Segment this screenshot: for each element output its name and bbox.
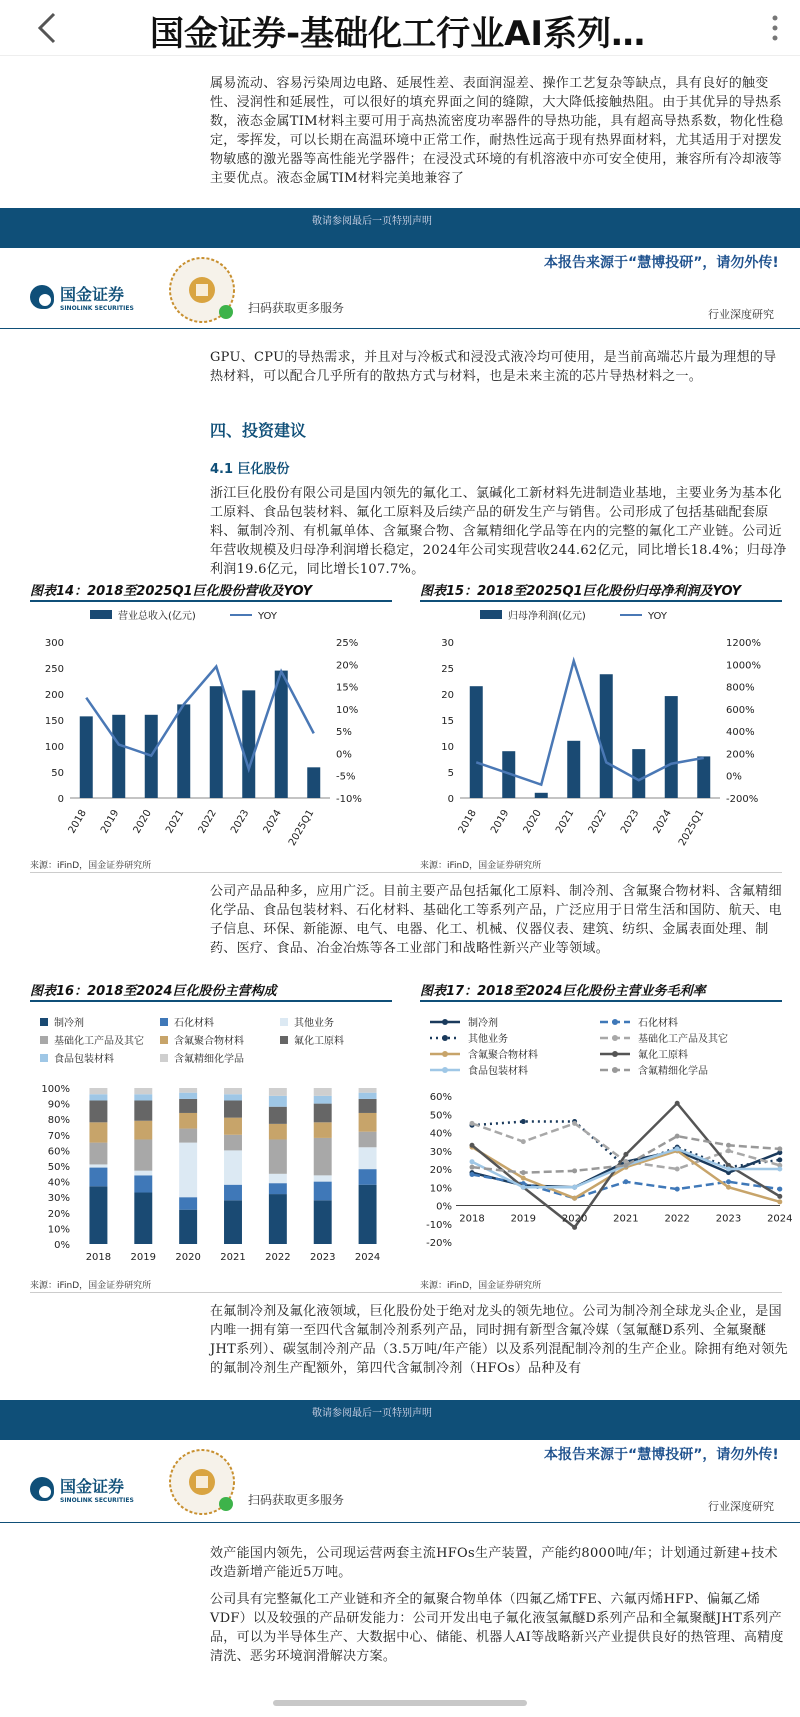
x-tick-2021: 2021 — [613, 1213, 639, 1225]
stack-2023-7 — [314, 1088, 332, 1096]
x-tick-2018: 2018 — [85, 1252, 112, 1263]
legend-dot-5 — [612, 1051, 618, 1057]
bar-2023 — [242, 690, 255, 798]
y-tick: 40% — [47, 1177, 70, 1189]
stack-2020-3 — [179, 1129, 197, 1143]
company-paragraph: 浙江巨化股份有限公司是国内领先的氟化工、氯碱化工新材料先进制造业基地，主要业务为基本化工原料、食品包装材料、氟化工原料及后续产品的研发生产与销售。公司形成了包括基础配套原料、氟制冷剂、有机氟单体、含氟聚合物、含氟精细化学品等在内的完整的氟化工产业链。公司近年营收规模及归母净利润增长稳定，2024年公司实现营收244.62亿元，同比增长18.4%；归母净利润19.6亿元，同比增长107.7%。 — [210, 486, 787, 577]
series-point-3-4 — [675, 1167, 680, 1172]
series-point-6-4 — [675, 1146, 680, 1151]
stack-2021-2 — [224, 1150, 242, 1184]
fig17-rule — [420, 1000, 782, 1002]
source-text: 本报告来源于“慧博投研”，请勿外传! — [544, 255, 779, 271]
page2-top-band — [0, 240, 800, 248]
x-tick-2023: 2023 — [229, 808, 252, 836]
page3-top-band — [0, 1432, 800, 1440]
x-tick-2024: 2024 — [261, 808, 284, 836]
legend-swatch-1 — [160, 1018, 168, 1026]
series-point-3-0 — [470, 1121, 475, 1126]
stack-2022-2 — [269, 1174, 287, 1183]
page3-para1: 效产能国内领先，公司现运营两套主流HFOs生产装置，产能约8000吨/年；计划通过新建+技术改造新增产能近5万吨。 — [210, 1546, 778, 1580]
stack-2019-1 — [134, 1175, 152, 1192]
y-tick: 0% — [54, 1240, 70, 1251]
x-tick-2022: 2022 — [664, 1213, 690, 1225]
y-left-tick: 30 — [441, 638, 454, 649]
series-point-7-1 — [521, 1170, 526, 1175]
series-point-6-5 — [726, 1167, 731, 1172]
chart-fig14 — [30, 606, 400, 846]
stack-2024-4 — [359, 1113, 377, 1132]
legend-dot-2 — [442, 1035, 448, 1041]
bar-2022 — [210, 686, 223, 798]
series-point-7-2 — [572, 1168, 577, 1173]
logo-mark-icon — [30, 285, 54, 309]
stack-2023-1 — [314, 1182, 332, 1201]
stack-2023-2 — [314, 1175, 332, 1181]
stack-2022-0 — [269, 1194, 287, 1244]
fig15-source: 来源：iFinD，国金证券研究所 — [420, 861, 542, 871]
header-rule — [0, 328, 800, 329]
series-point-3-5 — [726, 1148, 731, 1153]
legend-label-line: YOY — [258, 611, 277, 622]
y-tick: 20% — [47, 1208, 70, 1220]
bar-2018 — [80, 716, 93, 798]
stack-2021-1 — [224, 1185, 242, 1201]
y-right-tick: 400% — [726, 727, 755, 739]
stack-2024-3 — [359, 1132, 377, 1148]
stack-2018-1 — [89, 1168, 107, 1187]
stack-2022-6 — [269, 1096, 287, 1107]
series-point-7-3 — [623, 1163, 628, 1168]
x-tick-2023: 2023 — [619, 808, 642, 836]
y-right-tick: 10% — [336, 704, 359, 716]
y-left-tick: 250 — [44, 664, 64, 675]
series-point-6-2 — [572, 1185, 577, 1190]
bar-2025Q1 — [697, 756, 710, 798]
legend-swatch-2 — [280, 1018, 288, 1026]
x-tick-2023: 2023 — [309, 1252, 336, 1263]
bar-2019 — [112, 715, 125, 798]
y-tick: 50% — [429, 1110, 452, 1122]
fig14-source: 来源：iFinD，国金证券研究所 — [30, 861, 152, 871]
legend-label-3: 基础化工产品及其它 — [54, 1036, 144, 1047]
x-tick-2018: 2018 — [66, 808, 89, 836]
stack-2021-0 — [224, 1200, 242, 1244]
fig17-title: 图表17：2018至2024巨化股份主营业务毛利率 — [420, 984, 706, 999]
stack-2021-6 — [224, 1094, 242, 1100]
page1-paragraph: 属易流动、容易污染周边电路、延展性差、表面润湿差、操作工艺复杂等缺点，具有良好的触变性、浸润性和延展性，可以很好的填充界面之间的缝隙，大大降低接触热阻。由于其优异的导热系数，液态金属TIM材料主要可用于高热流密度功率器件的导热功能，具有超高导热系数，物化性稳定，零挥发，可以长期在高温环境中正常工作，耐热性远高于现有热界面材料，尤其适用于对摆发物敏感的激光器等高性能光学器件；在浸没式环境的有机溶液中亦可安全使用，兼容所有冷却液等主要优点。液态金属TIM材料完美地兼容了 — [210, 76, 784, 186]
legend-swatch-bar — [90, 610, 112, 619]
y-right-tick: 800% — [726, 682, 755, 694]
y-tick: 70% — [47, 1130, 70, 1142]
legend-dot-4 — [442, 1051, 448, 1057]
legend-dot-3 — [612, 1035, 618, 1041]
y-tick: 40% — [429, 1128, 452, 1140]
stack-2018-5 — [89, 1100, 107, 1122]
series-point-5-3 — [623, 1152, 628, 1157]
scan-text: 扫码获取更多服务 — [248, 301, 345, 315]
intro-paragraph: GPU、CPU的导热需求，并且对与冷板式和浸没式液冷均可使用，是当前高端芯片最为理想的导热材料，可以配合几乎所有的散热方式与材料，也是未来主流的芯片导热材料之一。 — [210, 350, 777, 384]
x-tick-2021: 2021 — [554, 808, 577, 836]
y-left-tick: 5 — [447, 768, 454, 779]
series-point-7-0 — [470, 1165, 475, 1170]
y-left-tick: 100 — [44, 742, 64, 753]
legend-dot-1 — [612, 1019, 618, 1025]
logo-cn-text: 国金证券 — [60, 1477, 125, 1496]
legend-swatch-7 — [160, 1054, 168, 1062]
y-tick: 10% — [429, 1183, 452, 1195]
y-tick: 10% — [47, 1224, 70, 1236]
y-right-tick: 25% — [336, 638, 359, 649]
legend-label-3: 基础化工产品及其它 — [638, 1034, 728, 1045]
stack-2019-7 — [134, 1088, 152, 1094]
y-left-tick: 10 — [441, 742, 454, 753]
stack-2024-2 — [359, 1147, 377, 1169]
y-right-tick: 20% — [336, 660, 359, 672]
logo-cn-text: 国金证券 — [60, 285, 125, 304]
series-point-3-2 — [572, 1121, 577, 1126]
industry-label: 行业深度研究 — [708, 308, 774, 321]
legend-label-0: 制冷剂 — [468, 1018, 498, 1029]
stack-2024-0 — [359, 1185, 377, 1244]
company-logo — [30, 282, 134, 312]
x-tick-2019: 2019 — [99, 808, 122, 836]
x-tick-2020: 2020 — [561, 1213, 588, 1225]
legend-swatch-5 — [280, 1036, 288, 1044]
y-tick: -10% — [426, 1219, 452, 1231]
company-logo-2 — [30, 1474, 134, 1504]
legend-label-line: YOY — [648, 611, 667, 622]
legend-label-6: 食品包装材料 — [54, 1054, 114, 1065]
stack-2018-3 — [89, 1143, 107, 1165]
fig14-title: 图表14：2018至2025Q1巨化股份营收及YOY — [30, 584, 313, 599]
x-tick-2024: 2024 — [354, 1252, 381, 1263]
series-point-1-6 — [777, 1187, 782, 1192]
stack-2023-5 — [314, 1104, 332, 1123]
logo-en-text: SINOLINK SECURITIES — [60, 1497, 134, 1504]
legend-label-1: 石化材料 — [638, 1018, 678, 1029]
y-tick: 0% — [436, 1201, 452, 1213]
stack-2019-0 — [134, 1193, 152, 1244]
stack-2018-4 — [89, 1122, 107, 1142]
document-title: 国金证券-基础化工行业AI系列… — [150, 14, 646, 54]
y-right-tick: 1200% — [726, 638, 761, 649]
app-bar — [0, 0, 800, 56]
stack-2020-2 — [179, 1143, 197, 1198]
x-tick-2022: 2022 — [265, 1252, 291, 1263]
y-tick: 50% — [47, 1162, 70, 1173]
stack-2020-0 — [179, 1210, 197, 1244]
x-tick-2022: 2022 — [586, 808, 609, 836]
y-left-tick: 150 — [44, 716, 64, 727]
logo-en-text: SINOLINK SECURITIES — [60, 305, 134, 312]
stack-2024-7 — [359, 1088, 377, 1093]
industry-label: 行业深度研究 — [708, 1500, 774, 1513]
series-point-3-1 — [521, 1139, 526, 1144]
series-point-2-6 — [777, 1157, 782, 1162]
series-point-2-1 — [521, 1119, 526, 1124]
page1-footer-note: 敬请参阅最后一页特别声明 — [312, 216, 432, 227]
bar-2023 — [632, 749, 645, 798]
y-tick: 60% — [47, 1146, 70, 1158]
bar-2024 — [665, 696, 678, 798]
stack-2020-1 — [179, 1197, 197, 1209]
stack-2019-5 — [134, 1100, 152, 1120]
stack-2019-2 — [134, 1171, 152, 1176]
legend-label-5: 氟化工原料 — [294, 1036, 344, 1047]
legend-dot-6 — [442, 1067, 448, 1073]
x-tick-2019: 2019 — [489, 808, 512, 836]
series-point-1-5 — [726, 1179, 731, 1184]
home-indicator[interactable] — [273, 1700, 527, 1706]
series-point-7-4 — [675, 1134, 680, 1139]
stack-2021-3 — [224, 1135, 242, 1151]
y-tick: 30% — [47, 1193, 70, 1205]
legend-dot-7 — [612, 1067, 618, 1073]
x-tick-2020: 2020 — [131, 808, 154, 836]
stack-2024-1 — [359, 1169, 377, 1185]
scan-text: 扫码获取更多服务 — [248, 1493, 345, 1507]
stack-2021-5 — [224, 1100, 242, 1117]
products-paragraph: 公司产品品种多，应用广泛。目前主要产品包括氟化工原料、制冷剂、含氟聚合物材料、含氟精细化学品、食品包装材料、石化材料、基础化工等系列产品，广泛应用于日常生活和国防、航天、电子信息、环保、新能源、电气、电器、化工、机械、仪器仪表、建筑、纺织、金属表面处理、制药、医疗、食品、冶金冶炼等各工业部门和战略性新兴产业等领域。 — [210, 884, 782, 956]
stack-2022-3 — [269, 1139, 287, 1173]
source-rule — [30, 872, 782, 873]
series-point-1-4 — [675, 1187, 680, 1192]
x-tick-2021: 2021 — [164, 808, 187, 836]
stack-2019-6 — [134, 1094, 152, 1100]
legend-label-7: 含氟精细化学品 — [638, 1066, 708, 1077]
stack-2023-3 — [314, 1138, 332, 1175]
y-right-tick: 600% — [726, 704, 755, 716]
fig16-title: 图表16：2018至2024巨化股份主营构成 — [30, 984, 277, 999]
y-tick: 60% — [429, 1092, 452, 1103]
series-point-4-5 — [726, 1185, 731, 1190]
x-tick-2019: 2019 — [510, 1213, 537, 1225]
y-right-tick: -5% — [336, 771, 356, 783]
stack-2022-5 — [269, 1107, 287, 1124]
fig14-rule — [30, 600, 392, 602]
y-right-tick: 15% — [336, 682, 359, 694]
stack-2024-5 — [359, 1099, 377, 1113]
legend-label-bar: 归母净利润(亿元) — [508, 611, 586, 622]
stack-2018-6 — [89, 1094, 107, 1100]
series-point-7-5 — [726, 1143, 731, 1148]
legend-label-4: 含氟聚合物材料 — [468, 1050, 538, 1061]
legend-swatch-6 — [40, 1054, 48, 1062]
stack-2022-4 — [269, 1124, 287, 1140]
fig15-title: 图表15：2018至2025Q1巨化股份归母净利润及YOY — [420, 584, 742, 599]
legend-label-7: 含氟精细化学品 — [174, 1054, 244, 1065]
stack-2018-7 — [89, 1088, 107, 1094]
legend-label-1: 石化材料 — [174, 1018, 214, 1029]
legend-label-4: 含氟聚合物材料 — [174, 1036, 244, 1047]
legend-label-2: 其他业务 — [294, 1018, 334, 1029]
x-tick-2025Q1: 2025Q1 — [676, 808, 707, 848]
y-tick: 100% — [41, 1084, 70, 1095]
x-tick-2025Q1: 2025Q1 — [286, 808, 317, 848]
page2-footer-note: 敬请参阅最后一页特别声明 — [312, 1408, 432, 1419]
source-rule-2 — [30, 1292, 782, 1293]
y-tick: 30% — [429, 1146, 452, 1158]
bar-2020 — [535, 793, 548, 798]
x-tick-2023: 2023 — [715, 1213, 742, 1225]
stack-2023-0 — [314, 1200, 332, 1244]
y-right-tick: 0% — [336, 749, 352, 761]
stack-2022-1 — [269, 1183, 287, 1194]
stack-2023-6 — [314, 1096, 332, 1104]
x-tick-2018: 2018 — [459, 1213, 485, 1225]
header-rule-2 — [0, 1522, 800, 1523]
stack-2021-4 — [224, 1118, 242, 1135]
series-line-1 — [472, 1174, 780, 1198]
series-point-7-6 — [777, 1146, 782, 1151]
bar-2021 — [177, 704, 190, 798]
x-tick-2020: 2020 — [175, 1252, 201, 1263]
stack-2020-5 — [179, 1099, 197, 1113]
bar-2021 — [567, 741, 580, 798]
back-chevron-icon[interactable] — [32, 10, 62, 46]
chart-fig17 — [420, 1006, 793, 1266]
y-tick: 80% — [47, 1115, 70, 1127]
series-point-5-0 — [470, 1143, 475, 1148]
x-tick-2018: 2018 — [456, 808, 479, 836]
more-vertical-icon[interactable] — [768, 10, 782, 46]
legend-dot-0 — [442, 1019, 448, 1025]
y-left-tick: 25 — [441, 664, 454, 675]
legend-swatch-4 — [160, 1036, 168, 1044]
section-title: 四、投资建议 — [210, 421, 307, 440]
x-tick-2020: 2020 — [521, 808, 544, 836]
fig17-source: 来源：iFinD，国金证券研究所 — [420, 1281, 542, 1291]
y-right-tick: 1000% — [726, 660, 761, 672]
series-point-4-6 — [777, 1199, 782, 1204]
bar-2024 — [275, 671, 288, 798]
legend-swatch-3 — [40, 1036, 48, 1044]
x-tick-2022: 2022 — [196, 808, 219, 836]
bar-2025Q1 — [307, 767, 320, 798]
legend-label-bar: 营业总收入(亿元) — [118, 611, 196, 622]
bar-2022 — [600, 674, 613, 798]
y-right-tick: -200% — [726, 794, 759, 805]
series-point-6-6 — [777, 1167, 782, 1172]
stack-2023-4 — [314, 1122, 332, 1138]
series-point-6-0 — [470, 1159, 475, 1164]
page3-para2: 公司具有完整氟化工产业链和齐全的氟聚合物单体（四氟乙烯TFE、六氟丙烯HFP、偏氟乙烯VDF）以及较强的产品研发能力：公司开发出电子氟化液氢氟醚D系列产品和全氟聚醚JHT系列产品，可以为半导体生产、大数据中心、储能、机器人AI等战略新兴产业提供良好的热管理、高精度清洗、恶劣环境润滑解决方案。 — [210, 1592, 784, 1664]
stack-2019-4 — [134, 1121, 152, 1140]
legend-label-0: 制冷剂 — [54, 1018, 84, 1029]
source-text: 本报告来源于“慧博投研”，请勿外传! — [544, 1447, 779, 1463]
series-point-1-3 — [623, 1179, 628, 1184]
legend-swatch-bar — [480, 610, 502, 619]
stack-2020-6 — [179, 1093, 197, 1099]
qr-code-icon[interactable] — [168, 1448, 236, 1516]
legend-label-2: 其他业务 — [468, 1034, 508, 1045]
y-right-tick: 0% — [726, 771, 742, 783]
chart-fig16 — [30, 1006, 400, 1266]
y-left-tick: 300 — [44, 638, 64, 649]
series-point-6-1 — [521, 1185, 526, 1190]
page2-header — [0, 248, 800, 334]
fig16-rule — [30, 1000, 392, 1002]
subsection-title: 4.1 巨化股份 — [210, 462, 290, 477]
fig16-source: 来源：iFinD，国金证券研究所 — [30, 1281, 152, 1291]
y-tick: 20% — [429, 1165, 452, 1176]
stack-2024-6 — [359, 1093, 377, 1099]
legend-label-5: 氟化工原料 — [638, 1050, 688, 1061]
chart-fig15 — [420, 606, 790, 846]
y-left-tick: 200 — [44, 690, 64, 701]
y-right-tick: 5% — [336, 727, 352, 739]
y-left-tick: 20 — [441, 690, 454, 701]
refrigerant-paragraph: 在氟制冷剂及氟化液领域，巨化股份处于绝对龙头的领先地位。公司为制冷剂全球龙头企业，是国内唯一拥有第一至四代含氟制冷剂系列产品，同时拥有新型含氟冷媒（氢氟醚D系列、全氟聚醚JHT系列）、碳氢制冷剂产品（3.5万吨/年产能）以及系列混配制冷剂的生产企业。除拥有绝对领先的氟制冷剂生产配额外，第四代含氟制冷剂（HFOs）品种及有 — [210, 1304, 788, 1376]
legend-label-6: 食品包装材料 — [468, 1066, 528, 1077]
page3-header — [0, 1440, 800, 1526]
y-left-tick: 0 — [447, 794, 454, 805]
x-tick-2024: 2024 — [651, 808, 674, 836]
series-point-4-1 — [521, 1176, 526, 1181]
stack-2020-4 — [179, 1113, 197, 1129]
series-point-5-4 — [675, 1101, 680, 1106]
y-left-tick: 50 — [51, 768, 64, 779]
x-tick-2024: 2024 — [767, 1213, 793, 1225]
stack-2018-2 — [89, 1164, 107, 1167]
y-tick: 90% — [47, 1099, 70, 1111]
series-point-5-2 — [572, 1225, 577, 1230]
y-left-tick: 0 — [57, 794, 64, 805]
stack-2021-7 — [224, 1088, 242, 1094]
series-point-5-6 — [777, 1194, 782, 1199]
qr-code-icon[interactable] — [168, 256, 236, 324]
bar-2018 — [470, 686, 483, 798]
logo-mark-icon — [30, 1477, 54, 1501]
fig15-rule — [420, 600, 782, 602]
stack-2018-0 — [89, 1186, 107, 1244]
x-tick-2019: 2019 — [130, 1252, 157, 1263]
stack-2019-3 — [134, 1139, 152, 1170]
y-tick: -20% — [426, 1238, 452, 1249]
y-right-tick: 200% — [726, 749, 755, 761]
x-tick-2021: 2021 — [220, 1252, 246, 1263]
legend-swatch-0 — [40, 1018, 48, 1026]
series-point-1-0 — [470, 1172, 475, 1177]
y-right-tick: -10% — [336, 794, 362, 805]
y-left-tick: 15 — [441, 716, 454, 727]
series-point-4-2 — [572, 1196, 577, 1201]
stack-2022-7 — [269, 1088, 287, 1096]
stack-2020-7 — [179, 1088, 197, 1093]
